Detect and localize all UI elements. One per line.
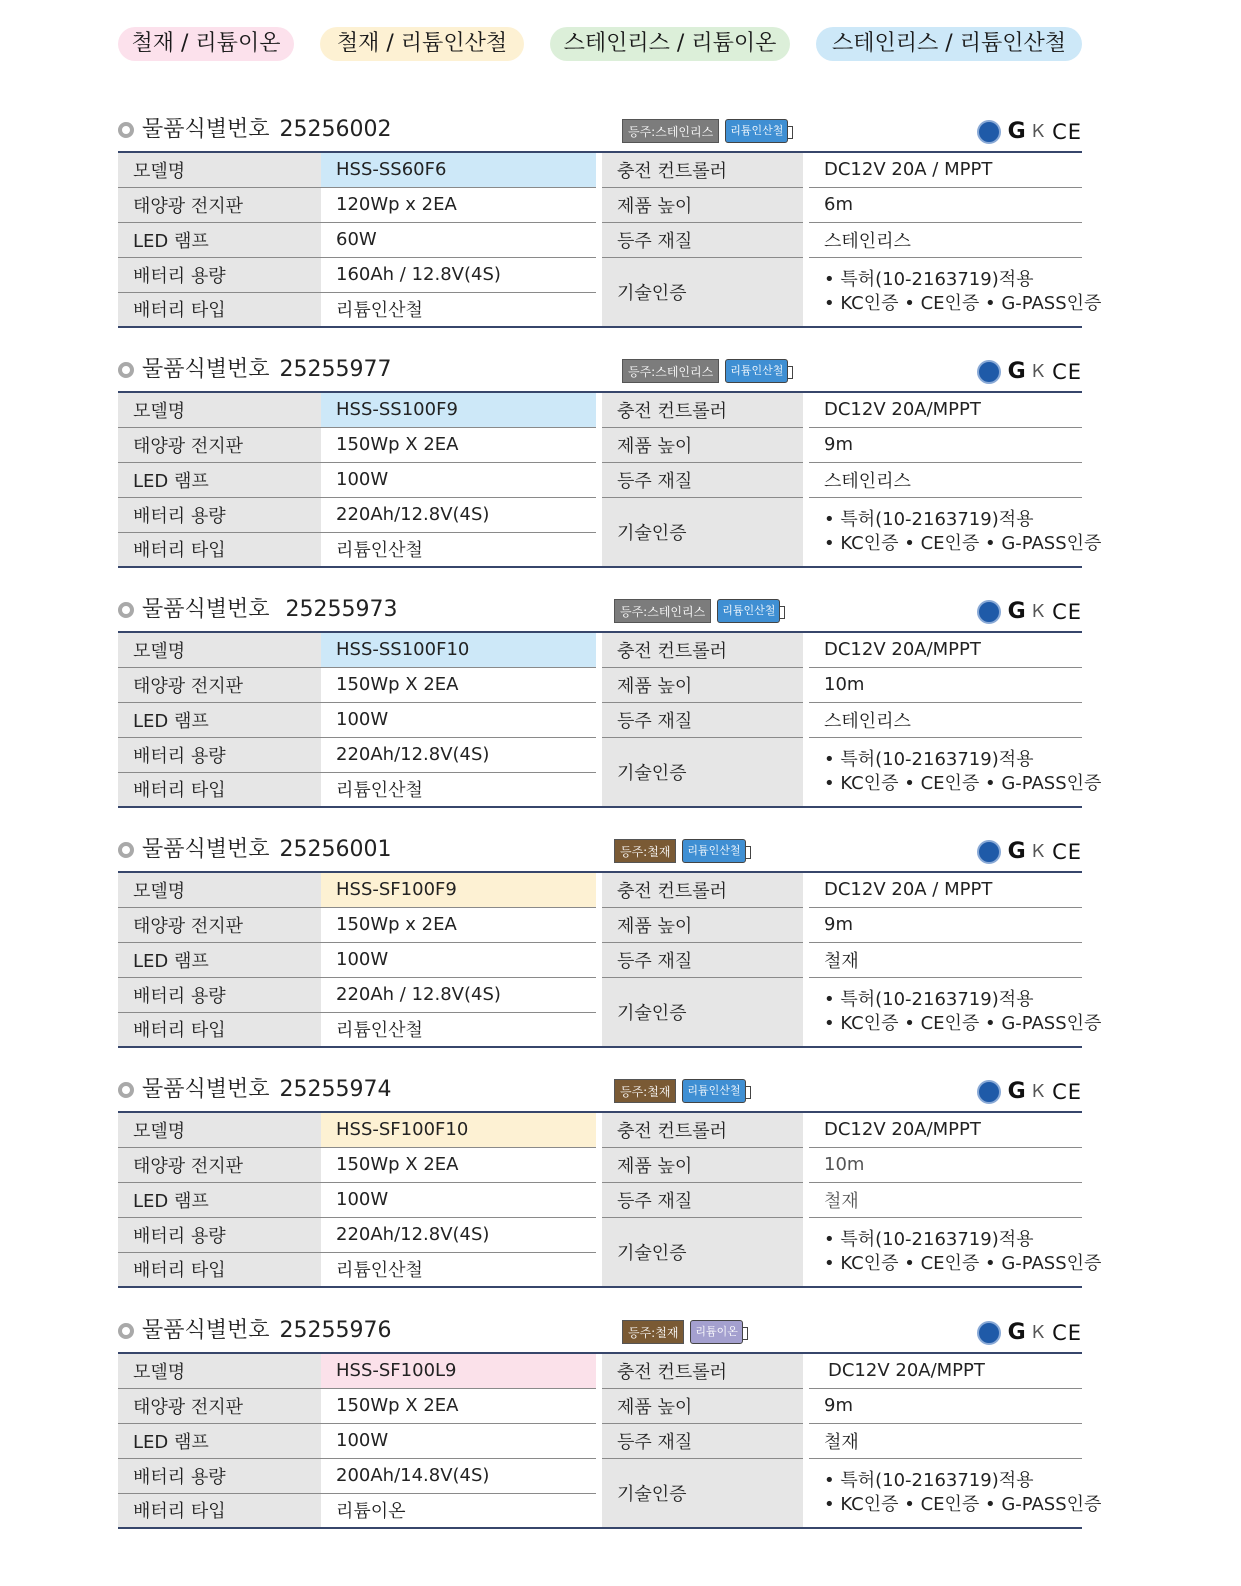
battery-type-badge: 리튬인산철	[717, 599, 780, 623]
globe-cert-icon	[977, 1080, 1001, 1104]
cert-icons	[977, 1319, 1082, 1347]
label-battery-type: 배터리 타입	[118, 1493, 321, 1528]
value-model: HSS-SS100F9	[321, 392, 596, 427]
bullet-icon	[118, 1082, 134, 1098]
label-model: 모델명	[118, 1112, 321, 1147]
ce-mark-icon: CE	[1052, 360, 1082, 384]
cert-marks: • KC인증 • CE인증 • G-PASS인증	[824, 1493, 1102, 1515]
battery-type-badge: 리튬인산철	[725, 119, 788, 143]
globe-cert-icon	[977, 1321, 1001, 1345]
cert-patent: • 특허(10-2163719)적용	[824, 748, 1034, 770]
bullet-icon	[118, 122, 134, 138]
label-lamp: LED 램프	[118, 462, 321, 497]
globe-cert-icon	[977, 120, 1001, 144]
label-controller: 충전 컨트롤러	[602, 1353, 803, 1388]
value-solar: 150Wp X 2EA	[321, 1147, 596, 1182]
value-height: 10m	[809, 1147, 1082, 1182]
badge-group	[622, 1320, 743, 1344]
value-controller: DC12V 20A/MPPT	[809, 1112, 1082, 1147]
label-model: 모델명	[118, 872, 321, 907]
product-section	[118, 831, 1102, 1048]
value-height: 9m	[809, 907, 1082, 942]
value-solar: 120Wp x 2EA	[321, 187, 596, 222]
label-cert: 기술인증	[602, 497, 803, 567]
cert-patent: • 특허(10-2163719)적용	[824, 1469, 1034, 1491]
value-solar: 150Wp X 2EA	[321, 1388, 596, 1423]
value-height: 10m	[809, 667, 1082, 702]
cert-patent: • 특허(10-2163719)적용	[824, 1228, 1034, 1250]
value-material: 철재	[809, 942, 1082, 977]
value-lamp: 100W	[321, 1423, 596, 1458]
value-height: 6m	[809, 187, 1082, 222]
value-battery-type: 리튬인산철	[321, 1252, 596, 1287]
label-cert: 기술인증	[602, 737, 803, 807]
pole-material-badge: 등주:스테인리스	[622, 119, 719, 143]
label-controller: 충전 컨트롤러	[602, 1112, 803, 1147]
label-height: 제품 높이	[602, 907, 803, 942]
value-lamp: 100W	[321, 942, 596, 977]
kc-mark-icon: Ꮶ	[1032, 121, 1046, 142]
kc-mark-icon: Ꮶ	[1032, 841, 1046, 862]
label-battery-type: 배터리 타입	[118, 292, 321, 327]
value-material: 철재	[809, 1423, 1082, 1458]
label-height: 제품 높이	[602, 187, 803, 222]
label-solar: 태양광 전지판	[118, 427, 321, 462]
section-header	[118, 591, 1082, 631]
bullet-icon	[118, 842, 134, 858]
legend-pill-stainless-li-ion: 스테인리스 / 리튬이온	[550, 27, 790, 61]
pole-material-badge: 등주:스테인리스	[614, 599, 711, 623]
label-height: 제품 높이	[602, 1147, 803, 1182]
value-controller: DC12V 20A/MPPT	[809, 392, 1082, 427]
product-section	[118, 591, 1102, 808]
legend-pill-stainless-lfp: 스테인리스 / 리튬인산철	[816, 27, 1082, 61]
label-height: 제품 높이	[602, 1388, 803, 1423]
spec-table	[118, 871, 1102, 1048]
label-battery-type: 배터리 타입	[118, 1252, 321, 1287]
kc-mark-icon: Ꮶ	[1032, 1081, 1046, 1102]
label-model: 모델명	[118, 152, 321, 187]
material-battery-legend	[118, 27, 1082, 61]
label-solar: 태양광 전지판	[118, 907, 321, 942]
label-battery-type: 배터리 타입	[118, 772, 321, 807]
value-model: HSS-SF100F9	[321, 872, 596, 907]
section-header	[118, 831, 1082, 871]
label-capacity: 배터리 용량	[118, 257, 321, 292]
cert-patent: • 특허(10-2163719)적용	[824, 268, 1034, 290]
section-header	[118, 111, 1082, 151]
value-material: 스테인리스	[809, 222, 1082, 257]
value-model: HSS-SS60F6	[321, 152, 596, 187]
label-height: 제품 높이	[602, 667, 803, 702]
kc-mark-icon: Ꮶ	[1032, 1322, 1046, 1343]
product-id-title: 물품식별번호 25255973	[142, 597, 398, 622]
g-pass-icon: G	[1007, 119, 1026, 144]
product-id-title: 물품식별번호 25255977	[142, 357, 392, 382]
product-id: 25255973	[285, 597, 398, 622]
cert-patent: • 특허(10-2163719)적용	[824, 508, 1034, 530]
bullet-icon	[118, 1323, 134, 1339]
product-id: 25256002	[279, 117, 392, 142]
value-controller: DC12V 20A/MPPT	[809, 632, 1082, 667]
kc-mark-icon: Ꮶ	[1032, 361, 1046, 382]
label-material: 등주 재질	[602, 702, 803, 737]
label-battery-type: 배터리 타입	[118, 532, 321, 567]
product-section	[118, 1312, 1102, 1529]
ce-mark-icon: CE	[1052, 1321, 1082, 1345]
section-header	[118, 1071, 1082, 1111]
value-battery-type: 리튬인산철	[321, 532, 596, 567]
cert-icons	[977, 838, 1082, 866]
g-pass-icon: G	[1007, 599, 1026, 624]
label-solar: 태양광 전지판	[118, 187, 321, 222]
value-lamp: 60W	[321, 222, 596, 257]
label-model: 모델명	[118, 392, 321, 427]
spec-table	[118, 1111, 1102, 1288]
label-capacity: 배터리 용량	[118, 497, 321, 532]
cert-icons	[977, 598, 1082, 626]
product-id-title: 물품식별번호 25256001	[142, 837, 392, 862]
bullet-icon	[118, 602, 134, 618]
spec-table	[118, 391, 1102, 568]
label-height: 제품 높이	[602, 427, 803, 462]
cert-icons	[977, 358, 1082, 386]
product-id: 25255974	[279, 1077, 392, 1102]
ce-mark-icon: CE	[1052, 600, 1082, 624]
cert-marks: • KC인증 • CE인증 • G-PASS인증	[824, 1012, 1102, 1034]
badge-group	[614, 839, 746, 863]
value-cert	[809, 257, 1102, 327]
label-lamp: LED 램프	[118, 702, 321, 737]
value-material: 스테인리스	[809, 462, 1082, 497]
product-id-title: 물품식별번호 25256002	[142, 117, 392, 142]
value-battery-type: 리튬인산철	[321, 1012, 596, 1047]
globe-cert-icon	[977, 600, 1001, 624]
value-capacity: 220Ah/12.8V(4S)	[321, 497, 596, 532]
cert-marks: • KC인증 • CE인증 • G-PASS인증	[824, 772, 1102, 794]
cert-marks: • KC인증 • CE인증 • G-PASS인증	[824, 532, 1102, 554]
cert-marks: • KC인증 • CE인증 • G-PASS인증	[824, 1252, 1102, 1274]
badge-group	[614, 1079, 746, 1103]
label-model: 모델명	[118, 632, 321, 667]
badge-group	[614, 599, 780, 623]
label-capacity: 배터리 용량	[118, 1458, 321, 1493]
value-model: HSS-SF100L9	[321, 1353, 596, 1388]
pole-material-badge: 등주:철재	[622, 1320, 684, 1344]
g-pass-icon: G	[1007, 1079, 1026, 1104]
g-pass-icon: G	[1007, 359, 1026, 384]
value-cert	[809, 1217, 1102, 1287]
cert-marks: • KC인증 • CE인증 • G-PASS인증	[824, 292, 1102, 314]
label-cert: 기술인증	[602, 977, 803, 1047]
value-controller: DC12V 20A / MPPT	[809, 872, 1082, 907]
pole-material-badge: 등주:철재	[614, 1079, 676, 1103]
bullet-icon	[118, 362, 134, 378]
value-capacity: 220Ah/12.8V(4S)	[321, 1217, 596, 1252]
label-solar: 태양광 전지판	[118, 1388, 321, 1423]
label-solar: 태양광 전지판	[118, 667, 321, 702]
value-material: 철재	[809, 1182, 1082, 1217]
product-id: 25255976	[279, 1318, 392, 1343]
value-height: 9m	[809, 1388, 1082, 1423]
label-solar: 태양광 전지판	[118, 1147, 321, 1182]
value-capacity: 200Ah/14.8V(4S)	[321, 1458, 596, 1493]
label-lamp: LED 램프	[118, 1182, 321, 1217]
ce-mark-icon: CE	[1052, 1080, 1082, 1104]
value-cert	[809, 497, 1102, 567]
battery-type-badge: 리튬인산철	[725, 359, 788, 383]
label-capacity: 배터리 용량	[118, 1217, 321, 1252]
product-section	[118, 1071, 1102, 1288]
g-pass-icon: G	[1007, 1320, 1026, 1345]
value-controller: DC12V 20A/MPPT	[809, 1353, 1082, 1388]
value-capacity: 160Ah / 12.8V(4S)	[321, 257, 596, 292]
label-lamp: LED 램프	[118, 942, 321, 977]
label-material: 등주 재질	[602, 222, 803, 257]
product-section	[118, 351, 1102, 568]
label-controller: 충전 컨트롤러	[602, 872, 803, 907]
legend-pill-steel-lfp: 철재 / 리튬인산철	[320, 27, 524, 61]
label-model: 모델명	[118, 1353, 321, 1388]
label-capacity: 배터리 용량	[118, 977, 321, 1012]
product-id: 25255977	[279, 357, 392, 382]
badge-group	[622, 119, 788, 143]
product-section	[118, 111, 1102, 328]
value-material: 스테인리스	[809, 702, 1082, 737]
label-material: 등주 재질	[602, 462, 803, 497]
legend-pill-steel-li-ion: 철재 / 리튬이온	[118, 27, 294, 61]
battery-type-badge: 리튬이온	[690, 1320, 743, 1344]
ce-mark-icon: CE	[1052, 120, 1082, 144]
value-cert	[809, 1458, 1102, 1528]
label-lamp: LED 램프	[118, 222, 321, 257]
battery-type-badge: 리튬인산철	[682, 1079, 745, 1103]
value-battery-type: 리튬인산철	[321, 772, 596, 807]
value-cert	[809, 977, 1102, 1047]
value-battery-type: 리튬인산철	[321, 292, 596, 327]
label-controller: 충전 컨트롤러	[602, 632, 803, 667]
label-material: 등주 재질	[602, 942, 803, 977]
section-header	[118, 351, 1082, 391]
label-material: 등주 재질	[602, 1423, 803, 1458]
spec-table	[118, 1352, 1102, 1529]
section-header	[118, 1312, 1082, 1352]
spec-table	[118, 151, 1102, 328]
value-model: HSS-SS100F10	[321, 632, 596, 667]
label-lamp: LED 램프	[118, 1423, 321, 1458]
label-material: 등주 재질	[602, 1182, 803, 1217]
value-capacity: 220Ah / 12.8V(4S)	[321, 977, 596, 1012]
label-battery-type: 배터리 타입	[118, 1012, 321, 1047]
pole-material-badge: 등주:철재	[614, 839, 676, 863]
globe-cert-icon	[977, 840, 1001, 864]
kc-mark-icon: Ꮶ	[1032, 601, 1046, 622]
product-id-title: 물품식별번호 25255974	[142, 1077, 392, 1102]
ce-mark-icon: CE	[1052, 840, 1082, 864]
value-solar: 150Wp X 2EA	[321, 427, 596, 462]
value-controller: DC12V 20A / MPPT	[809, 152, 1082, 187]
value-capacity: 220Ah/12.8V(4S)	[321, 737, 596, 772]
badge-group	[622, 359, 788, 383]
value-lamp: 100W	[321, 462, 596, 497]
value-cert	[809, 737, 1102, 807]
globe-cert-icon	[977, 360, 1001, 384]
pole-material-badge: 등주:스테인리스	[622, 359, 719, 383]
label-capacity: 배터리 용량	[118, 737, 321, 772]
value-solar: 150Wp x 2EA	[321, 907, 596, 942]
product-id: 25256001	[279, 837, 392, 862]
value-model: HSS-SF100F10	[321, 1112, 596, 1147]
value-battery-type: 리튬이온	[321, 1493, 596, 1528]
battery-type-badge: 리튬인산철	[682, 839, 745, 863]
value-lamp: 100W	[321, 702, 596, 737]
label-cert: 기술인증	[602, 1217, 803, 1287]
cert-icons	[977, 118, 1082, 146]
label-cert: 기술인증	[602, 1458, 803, 1528]
value-lamp: 100W	[321, 1182, 596, 1217]
spec-table	[118, 631, 1102, 808]
g-pass-icon: G	[1007, 839, 1026, 864]
value-solar: 150Wp X 2EA	[321, 667, 596, 702]
product-id-title: 물품식별번호 25255976	[142, 1318, 392, 1343]
value-height: 9m	[809, 427, 1082, 462]
cert-icons	[977, 1078, 1082, 1106]
label-controller: 충전 컨트롤러	[602, 392, 803, 427]
label-controller: 충전 컨트롤러	[602, 152, 803, 187]
cert-patent: • 특허(10-2163719)적용	[824, 988, 1034, 1010]
label-cert: 기술인증	[602, 257, 803, 327]
